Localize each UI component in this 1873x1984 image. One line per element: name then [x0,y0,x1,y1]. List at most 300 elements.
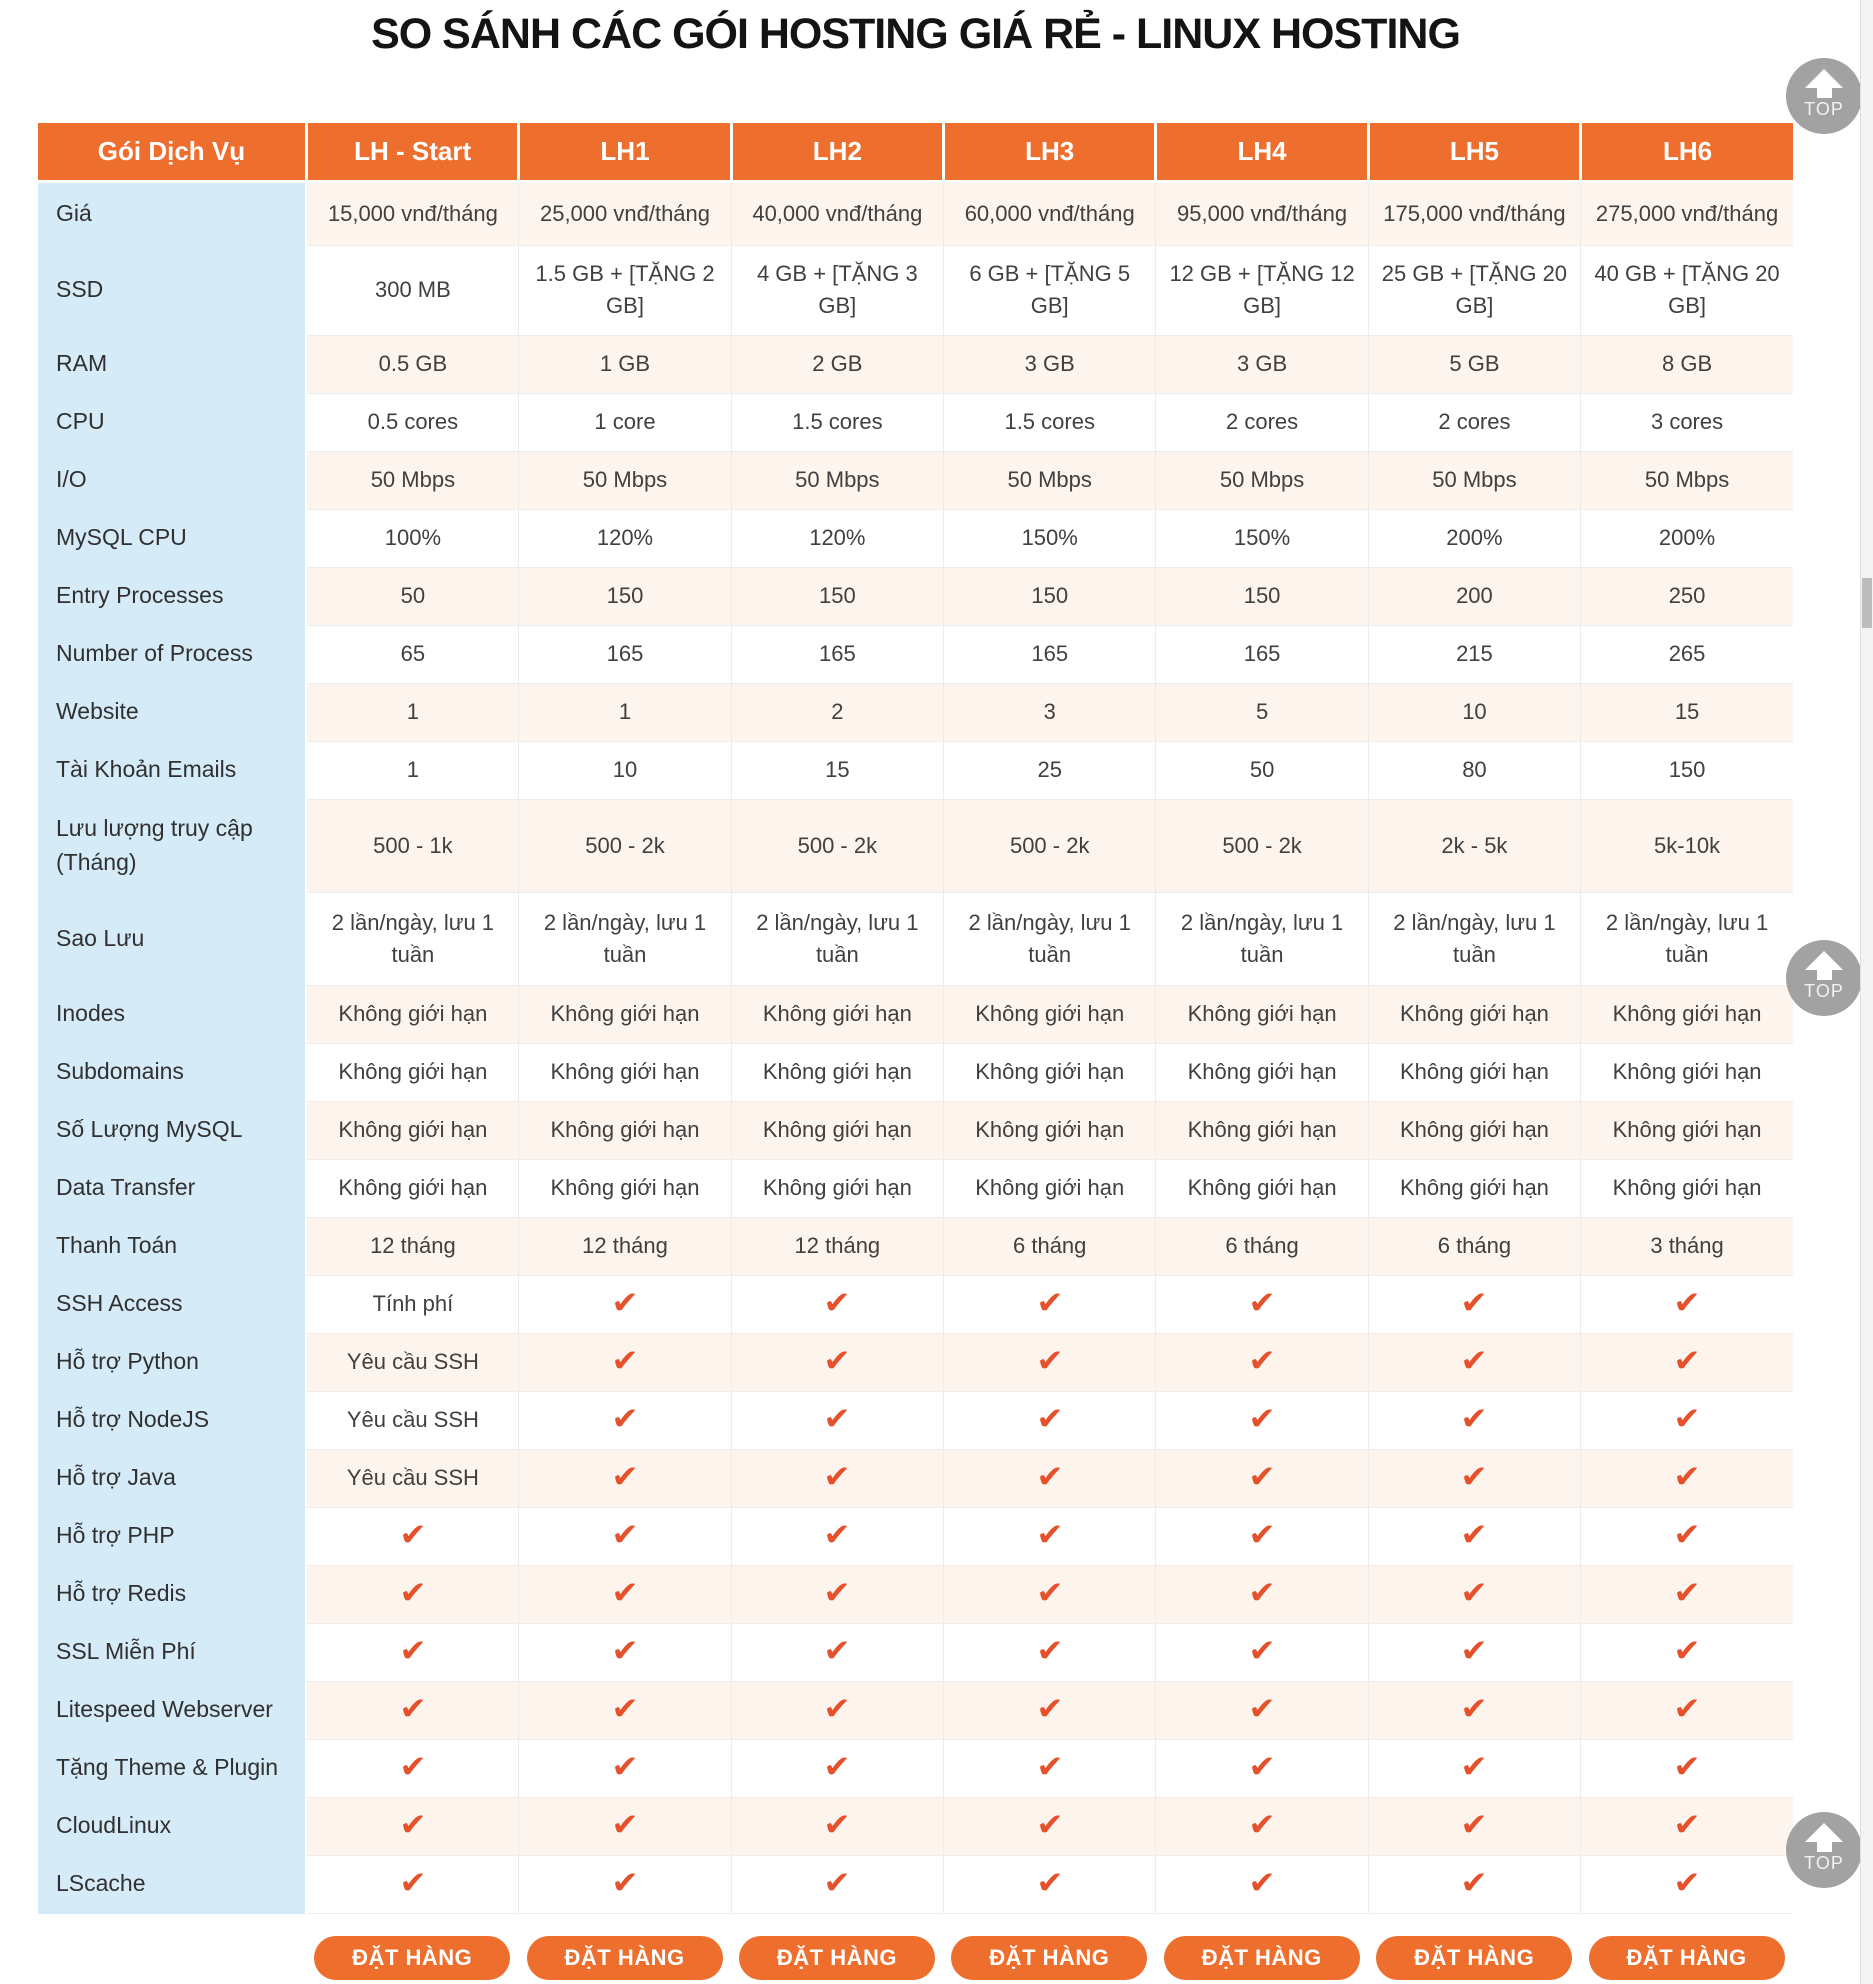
feature-included-cell [944,1275,1156,1333]
value-cell: Không giới hạn [1156,1043,1368,1101]
feature-included-cell [1156,1681,1368,1739]
feature-included-cell [519,1623,731,1681]
value-cell: 165 [1156,625,1368,683]
value-cell: 100% [306,509,518,567]
value-cell: 12 tháng [731,1217,943,1275]
check-icon: ✔ [1248,1516,1276,1552]
value-cell: 0.5 GB [306,335,518,393]
feature-included-cell [1156,1449,1368,1507]
value-cell: 275,000 vnđ/tháng [1581,181,1793,245]
table-row [38,1449,1793,1507]
order-button-slot [1156,1936,1368,1980]
value-cell: 120% [519,509,731,567]
value-cell: 50 Mbps [1581,451,1793,509]
check-icon: ✔ [1248,1806,1276,1842]
scroll-top-label: TOP [1804,1853,1844,1873]
feature-included-cell [306,1739,518,1797]
check-icon: ✔ [1036,1516,1064,1552]
row-label: I/O [38,451,306,509]
feature-included-cell [944,1739,1156,1797]
arrow-up-icon [1805,951,1843,970]
table-row [38,567,1793,625]
check-icon: ✔ [399,1574,427,1610]
value-cell: Không giới hạn [944,1159,1156,1217]
feature-included-cell [944,1565,1156,1623]
value-cell: 40 GB + [TẶNG 20 GB] [1581,245,1793,335]
value-cell: 12 tháng [306,1217,518,1275]
value-cell: Không giới hạn [1581,985,1793,1043]
table-row [38,245,1793,335]
feature-included-cell [944,1391,1156,1449]
table-row [38,683,1793,741]
value-cell: 25,000 vnđ/tháng [519,181,731,245]
check-icon: ✔ [611,1284,639,1320]
feature-included-cell [944,1449,1156,1507]
check-icon: ✔ [1460,1864,1489,1900]
value-cell: 2 lần/ngày, lưu 1 tuần [306,892,518,985]
value-cell: 6 tháng [1368,1217,1580,1275]
feature-included-cell [306,1623,518,1681]
feature-included-cell [1581,1333,1793,1391]
value-cell: 1.5 cores [731,393,943,451]
check-icon: ✔ [399,1806,427,1842]
table-row [38,892,1793,985]
feature-included-cell [1581,1681,1793,1739]
value-cell: 150% [944,509,1156,567]
value-cell: 200 [1368,567,1580,625]
check-icon: ✔ [1036,1458,1064,1494]
row-label: Thanh Toán [38,1217,306,1275]
table-row [38,1739,1793,1797]
feature-included-cell [731,1275,943,1333]
value-cell: 50 Mbps [1368,451,1580,509]
value-cell: 165 [944,625,1156,683]
value-cell: Không giới hạn [1581,1159,1793,1217]
check-icon: ✔ [611,1516,639,1552]
feature-included-cell [1156,1623,1368,1681]
check-icon: ✔ [823,1342,851,1378]
value-cell: 500 - 1k [306,799,518,892]
value-cell: 15,000 vnđ/tháng [306,181,518,245]
value-cell: 2 cores [1156,393,1368,451]
check-icon: ✔ [1248,1400,1276,1436]
value-cell: 6 tháng [944,1217,1156,1275]
check-icon: ✔ [1673,1516,1701,1552]
value-cell: 500 - 2k [731,799,943,892]
feature-included-cell [1581,1391,1793,1449]
value-cell: 60,000 vnđ/tháng [944,181,1156,245]
value-cell: 2k - 5k [1368,799,1580,892]
table-row [38,1275,1793,1333]
value-cell: Không giới hạn [519,1101,731,1159]
value-cell: Không giới hạn [306,1159,518,1217]
table-row [38,181,1793,245]
feature-included-cell [306,1797,518,1855]
column-header-plan-lh3: LH3 [944,123,1156,181]
check-icon: ✔ [1460,1574,1489,1610]
order-button[interactable]: ĐẶT HÀNG [1164,1936,1360,1980]
order-buttons-row [306,1936,1793,1980]
value-cell: 265 [1581,625,1793,683]
feature-included-cell [306,1565,518,1623]
order-button[interactable]: ĐẶT HÀNG [951,1936,1147,1980]
value-cell: Không giới hạn [306,1101,518,1159]
check-icon: ✔ [1248,1748,1276,1784]
check-icon: ✔ [1460,1458,1489,1494]
row-label: CloudLinux [38,1797,306,1855]
check-icon: ✔ [1036,1864,1064,1900]
check-icon: ✔ [611,1400,639,1436]
row-label: Subdomains [38,1043,306,1101]
value-cell: 50 Mbps [519,451,731,509]
table-row [38,625,1793,683]
value-cell: 500 - 2k [519,799,731,892]
feature-included-cell [731,1855,943,1913]
table-row [38,1043,1793,1101]
value-cell: 50 [1156,741,1368,799]
value-cell: 5 GB [1368,335,1580,393]
row-label: Entry Processes [38,567,306,625]
table-row [38,799,1793,892]
order-button[interactable]: ĐẶT HÀNG [739,1936,935,1980]
feature-included-cell [731,1623,943,1681]
check-icon: ✔ [823,1806,851,1842]
pricing-table [38,123,1793,1914]
check-icon: ✔ [1673,1342,1701,1378]
table-row [38,1333,1793,1391]
check-icon: ✔ [1036,1632,1064,1668]
column-header-service: Gói Dịch Vụ [38,123,306,181]
value-cell: 1 GB [519,335,731,393]
feature-included-cell [1581,1275,1793,1333]
table-row [38,1159,1793,1217]
value-cell: 2 lần/ngày, lưu 1 tuần [731,892,943,985]
feature-included-cell [1368,1565,1580,1623]
check-icon: ✔ [1673,1574,1701,1610]
feature-included-cell [731,1739,943,1797]
value-cell: 50 Mbps [306,451,518,509]
check-icon: ✔ [611,1864,639,1900]
column-header-plan-lh4: LH4 [1156,123,1368,181]
check-icon: ✔ [1673,1806,1701,1842]
feature-included-cell [519,1507,731,1565]
feature-included-cell [1581,1449,1793,1507]
check-icon: ✔ [1036,1748,1064,1784]
value-cell: 50 [306,567,518,625]
row-label: Hỗ trợ Redis [38,1565,306,1623]
feature-included-cell [519,1449,731,1507]
value-cell: Không giới hạn [1581,1101,1793,1159]
table-row [38,451,1793,509]
check-icon: ✔ [1036,1400,1064,1436]
value-cell: 150 [944,567,1156,625]
feature-included-cell [1368,1391,1580,1449]
value-cell: 12 GB + [TẶNG 12 GB] [1156,245,1368,335]
feature-included-cell [1581,1797,1793,1855]
value-cell: Không giới hạn [1368,1043,1580,1101]
check-icon: ✔ [611,1690,639,1726]
column-header-plan-lh2: LH2 [731,123,943,181]
check-icon: ✔ [399,1748,427,1784]
value-cell: 6 GB + [TẶNG 5 GB] [944,245,1156,335]
value-cell: 2 [731,683,943,741]
arrow-up-icon [1805,69,1843,88]
check-icon: ✔ [1248,1690,1276,1726]
check-icon: ✔ [399,1864,427,1900]
feature-included-cell [1368,1275,1580,1333]
value-cell: 50 Mbps [731,451,943,509]
feature-included-cell [731,1333,943,1391]
feature-included-cell [731,1797,943,1855]
feature-included-cell [1156,1797,1368,1855]
check-icon: ✔ [1248,1458,1276,1494]
scrollbar-thumb[interactable] [1862,578,1872,628]
value-cell: 3 GB [1156,335,1368,393]
value-cell: 500 - 2k [944,799,1156,892]
check-icon: ✔ [1036,1284,1064,1320]
table-row [38,1623,1793,1681]
check-icon: ✔ [1460,1400,1489,1436]
value-cell: Không giới hạn [306,985,518,1043]
feature-included-cell [519,1565,731,1623]
check-icon: ✔ [611,1574,639,1610]
feature-included-cell [306,1507,518,1565]
table-row [38,985,1793,1043]
feature-included-cell [1368,1681,1580,1739]
value-cell: Không giới hạn [731,1043,943,1101]
check-icon: ✔ [611,1632,639,1668]
check-icon: ✔ [823,1284,851,1320]
row-label: Data Transfer [38,1159,306,1217]
feature-included-cell [519,1391,731,1449]
check-icon: ✔ [1036,1806,1064,1842]
column-header-plan-lh6: LH6 [1581,123,1793,181]
check-icon: ✔ [1460,1690,1489,1726]
feature-included-cell [731,1391,943,1449]
value-cell: 175,000 vnđ/tháng [1368,181,1580,245]
row-label: Hỗ trợ PHP [38,1507,306,1565]
value-cell: 25 [944,741,1156,799]
value-cell: 5k-10k [1581,799,1793,892]
value-cell: 80 [1368,741,1580,799]
check-icon: ✔ [823,1516,851,1552]
table-row [38,1681,1793,1739]
feature-included-cell [1368,1333,1580,1391]
order-button-slot [1368,1936,1580,1980]
order-button[interactable]: ĐẶT HÀNG [1589,1936,1785,1980]
check-icon: ✔ [823,1458,851,1494]
scroll-top-button[interactable] [1786,58,1862,134]
value-cell: Không giới hạn [1156,985,1368,1043]
table-row [38,1565,1793,1623]
value-cell: 12 tháng [519,1217,731,1275]
row-label: Inodes [38,985,306,1043]
scrollbar[interactable] [1860,0,1873,1984]
scroll-top-button[interactable] [1786,940,1862,1016]
order-button-slot [943,1936,1155,1980]
value-cell: 5 [1156,683,1368,741]
value-cell: 0.5 cores [306,393,518,451]
check-icon: ✔ [1248,1574,1276,1610]
order-button-slot [518,1936,730,1980]
check-icon: ✔ [1673,1748,1701,1784]
value-cell: 1 core [519,393,731,451]
check-icon: ✔ [1036,1574,1064,1610]
table-row [38,509,1793,567]
value-cell: Không giới hạn [306,1043,518,1101]
value-cell: Không giới hạn [1156,1159,1368,1217]
value-cell: Không giới hạn [731,1101,943,1159]
check-icon: ✔ [1036,1690,1064,1726]
value-cell: 1.5 cores [944,393,1156,451]
check-icon: ✔ [1460,1806,1489,1842]
value-cell: 50 Mbps [944,451,1156,509]
check-icon: ✔ [823,1400,851,1436]
value-cell: 200% [1368,509,1580,567]
value-cell: 2 lần/ngày, lưu 1 tuần [1156,892,1368,985]
check-icon: ✔ [1673,1400,1701,1436]
column-header-plan-lh1: LH1 [519,123,731,181]
feature-included-cell [519,1681,731,1739]
value-cell: Không giới hạn [1368,1159,1580,1217]
feature-included-cell [306,1681,518,1739]
row-label: Lưu lượng truy cập (Tháng) [38,799,306,892]
check-icon: ✔ [1460,1516,1489,1552]
check-icon: ✔ [1673,1458,1701,1494]
value-cell: Không giới hạn [944,1043,1156,1101]
value-cell: 165 [731,625,943,683]
feature-included-cell [944,1681,1156,1739]
order-button[interactable]: ĐẶT HÀNG [314,1936,510,1980]
value-cell: 3 [944,683,1156,741]
value-cell: 150 [731,567,943,625]
feature-included-cell [1156,1739,1368,1797]
value-cell: 500 - 2k [1156,799,1368,892]
value-cell: 15 [731,741,943,799]
value-cell: Không giới hạn [1368,985,1580,1043]
arrow-up-icon [1805,1823,1843,1842]
feature-included-cell [1368,1623,1580,1681]
column-header-plan-lh5: LH5 [1368,123,1580,181]
feature-included-cell [519,1739,731,1797]
row-label: MySQL CPU [38,509,306,567]
feature-included-cell [1581,1623,1793,1681]
row-label: Giá [38,181,306,245]
value-cell: 1 [519,683,731,741]
table-row [38,1101,1793,1159]
check-icon: ✔ [823,1574,851,1610]
row-label: RAM [38,335,306,393]
value-cell: 4 GB + [TẶNG 3 GB] [731,245,943,335]
row-label: Hỗ trợ Python [38,1333,306,1391]
value-cell: 150 [519,567,731,625]
feature-included-cell [731,1449,943,1507]
check-icon: ✔ [823,1864,851,1900]
feature-included-cell [944,1855,1156,1913]
feature-included-cell [1368,1797,1580,1855]
value-cell: 3 GB [944,335,1156,393]
value-cell: 6 tháng [1156,1217,1368,1275]
check-icon: ✔ [611,1342,639,1378]
page-title: SO SÁNH CÁC GÓI HOSTING GIÁ RẺ - LINUX HOSTING [371,10,1460,58]
value-cell: 65 [306,625,518,683]
feature-included-cell [1156,1333,1368,1391]
row-label: CPU [38,393,306,451]
feature-included-cell [1156,1391,1368,1449]
feature-included-cell [1156,1507,1368,1565]
row-label: Tặng Theme & Plugin [38,1739,306,1797]
scroll-top-button[interactable] [1786,1812,1862,1888]
value-cell: 95,000 vnđ/tháng [1156,181,1368,245]
value-cell: 10 [519,741,731,799]
check-icon: ✔ [611,1748,639,1784]
feature-included-cell [944,1333,1156,1391]
table-row [38,1217,1793,1275]
table-row [38,1507,1793,1565]
check-icon: ✔ [1460,1632,1489,1668]
row-label: Website [38,683,306,741]
value-cell: Không giới hạn [1581,1043,1793,1101]
arrow-up-icon-stem [1817,970,1832,980]
row-label: SSL Miễn Phí [38,1623,306,1681]
value-cell: 40,000 vnđ/tháng [731,181,943,245]
check-icon: ✔ [611,1806,639,1842]
check-icon: ✔ [1673,1632,1701,1668]
check-icon: ✔ [823,1632,851,1668]
table-row [38,393,1793,451]
value-cell: 2 lần/ngày, lưu 1 tuần [1581,892,1793,985]
check-icon: ✔ [1248,1632,1276,1668]
table-row [38,1391,1793,1449]
value-cell: 25 GB + [TẶNG 20 GB] [1368,245,1580,335]
value-cell: Không giới hạn [519,1043,731,1101]
value-cell: Không giới hạn [1368,1101,1580,1159]
row-label: Tài Khoản Emails [38,741,306,799]
order-button-slot [1580,1936,1792,1980]
value-cell: 2 lần/ngày, lưu 1 tuần [1368,892,1580,985]
value-cell: Không giới hạn [1156,1101,1368,1159]
value-cell: Yêu cầu SSH [306,1333,518,1391]
order-button[interactable]: ĐẶT HÀNG [1376,1936,1572,1980]
feature-included-cell [1156,1275,1368,1333]
value-cell: Không giới hạn [731,985,943,1043]
value-cell: 120% [731,509,943,567]
value-cell: Không giới hạn [519,985,731,1043]
feature-included-cell [519,1333,731,1391]
feature-included-cell [519,1797,731,1855]
feature-included-cell [306,1855,518,1913]
arrow-up-icon-stem [1817,1842,1832,1852]
value-cell: Không giới hạn [519,1159,731,1217]
check-icon: ✔ [1673,1284,1701,1320]
value-cell: 2 cores [1368,393,1580,451]
feature-included-cell [944,1507,1156,1565]
row-label: Litespeed Webserver [38,1681,306,1739]
order-button[interactable]: ĐẶT HÀNG [527,1936,723,1980]
feature-included-cell [1368,1855,1580,1913]
check-icon: ✔ [399,1690,427,1726]
feature-included-cell [944,1797,1156,1855]
value-cell: 150 [1156,567,1368,625]
value-cell: 150% [1156,509,1368,567]
value-cell: 165 [519,625,731,683]
feature-included-cell [1581,1855,1793,1913]
arrow-up-icon-stem [1817,88,1832,98]
row-label: Số Lượng MySQL [38,1101,306,1159]
check-icon: ✔ [1248,1864,1276,1900]
check-icon: ✔ [1460,1284,1489,1320]
feature-included-cell [944,1623,1156,1681]
